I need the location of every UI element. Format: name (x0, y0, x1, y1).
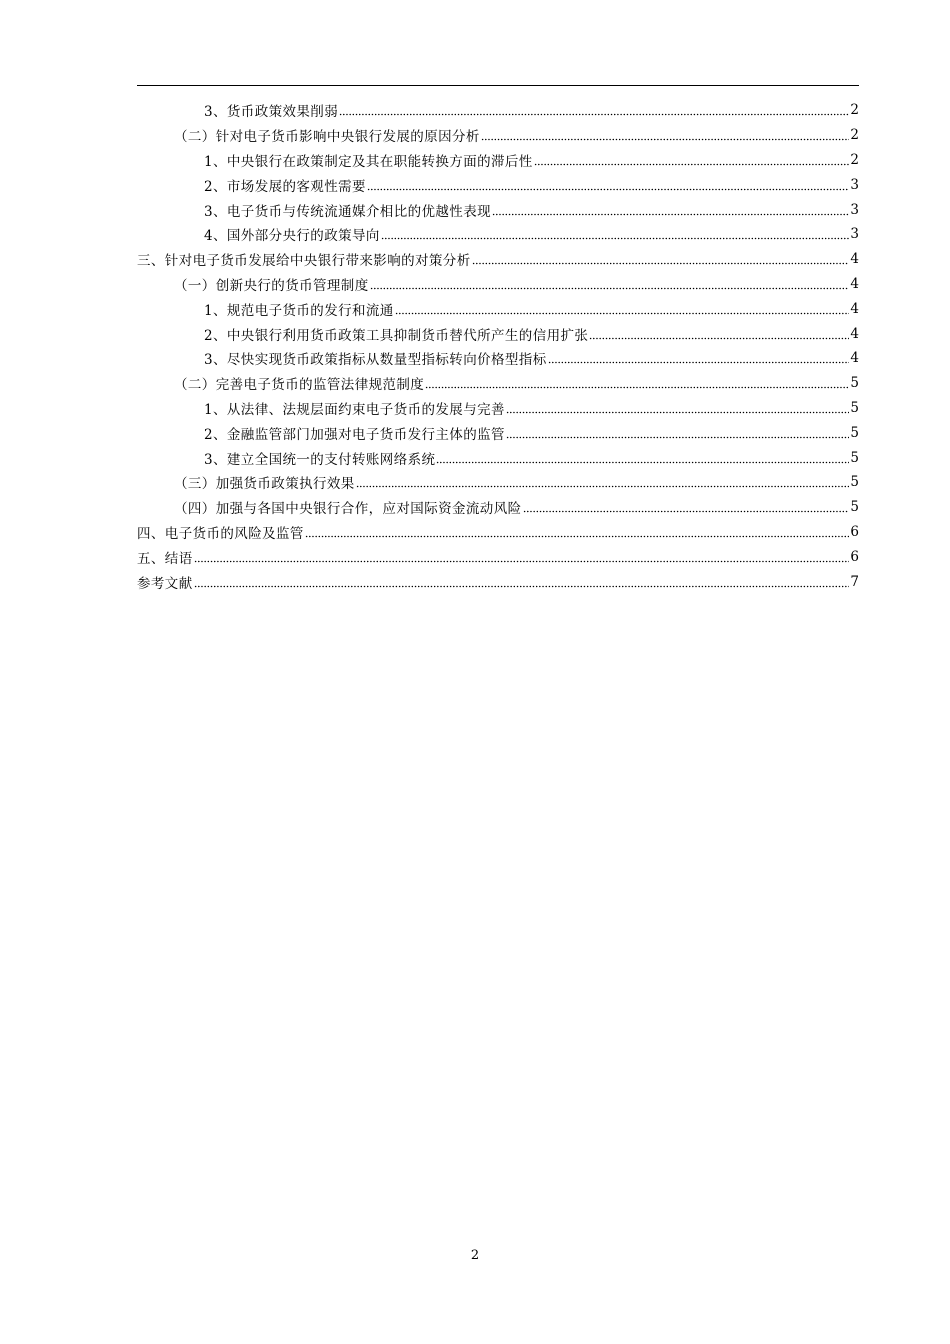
toc-dot-leader (506, 405, 850, 417)
table-of-contents (137, 98, 859, 594)
toc-entry[interactable] (137, 98, 859, 123)
toc-entry-title: 1、从法律、法规层面约束电子货币的发展与完善 (204, 401, 505, 418)
toc-entry[interactable] (137, 371, 859, 396)
page-number: 2 (470, 1248, 480, 1263)
toc-entry[interactable] (137, 346, 859, 371)
toc-entry-page: 4 (850, 251, 859, 268)
toc-entry[interactable] (137, 172, 859, 197)
toc-dot-leader (534, 157, 850, 169)
toc-entry-page: 2 (850, 151, 859, 168)
toc-dot-leader (194, 579, 850, 591)
toc-entry-title: 参考文献 (137, 575, 193, 592)
toc-entry-page: 3 (850, 176, 859, 193)
toc-entry-title: 1、规范电子货币的发行和流通 (204, 302, 394, 319)
toc-entry-title: 五、结语 (137, 550, 193, 567)
toc-entry-title: 3、货币政策效果削弱 (204, 104, 339, 121)
toc-entry-title: 3、建立全国统一的支付转账网络系统 (204, 451, 436, 468)
toc-entry[interactable] (137, 222, 859, 247)
toc-entry-title: 1、中央银行在政策制定及其在职能转换方面的滞后性 (204, 153, 533, 170)
toc-dot-leader (367, 182, 850, 194)
toc-entry-page: 7 (850, 573, 859, 590)
toc-entry-title: 3、尽快实现货币政策指标从数量型指标转向价格型指标 (204, 352, 547, 369)
toc-entry-page: 3 (850, 226, 859, 243)
toc-dot-leader (425, 380, 849, 392)
toc-dot-leader (481, 132, 850, 144)
toc-entry-page: 3 (850, 201, 859, 218)
toc-entry-page: 4 (850, 350, 859, 367)
toc-entry-page: 2 (850, 127, 859, 144)
toc-dot-leader (436, 455, 849, 467)
toc-entry-title: 4、国外部分央行的政策导向 (204, 228, 380, 245)
toc-entry-title: （二）完善电子货币的监管法律规范制度 (174, 377, 425, 394)
toc-dot-leader (395, 306, 850, 318)
toc-entry-page: 5 (850, 375, 859, 392)
toc-dot-leader (506, 430, 850, 442)
header-rule (137, 85, 859, 86)
toc-entry[interactable] (137, 544, 859, 569)
toc-entry[interactable] (137, 321, 859, 346)
toc-entry[interactable] (137, 569, 859, 594)
toc-entry-title: （三）加强货币政策执行效果 (174, 476, 355, 493)
toc-dot-leader (305, 529, 850, 541)
toc-dot-leader (472, 256, 850, 268)
toc-entry[interactable] (137, 296, 859, 321)
toc-entry-title: 2、中央银行利用货币政策工具抑制货币替代所产生的信用扩张 (204, 327, 589, 344)
toc-entry[interactable] (137, 445, 859, 470)
toc-entry-page: 5 (850, 499, 859, 516)
toc-entry[interactable] (137, 247, 859, 272)
toc-entry-title: 四、电子货币的风险及监管 (137, 525, 304, 542)
toc-entry[interactable] (137, 272, 859, 297)
toc-dot-leader (356, 479, 850, 491)
toc-entry-title: 2、市场发展的客观性需要 (204, 178, 366, 195)
toc-entry[interactable] (137, 420, 859, 445)
toc-dot-leader (370, 281, 850, 293)
toc-entry-title: （四）加强与各国中央银行合作，应对国际资金流动风险 (174, 501, 522, 518)
toc-dot-leader (523, 504, 850, 516)
toc-dot-leader (589, 331, 849, 343)
toc-dot-leader (492, 207, 849, 219)
toc-entry[interactable] (137, 396, 859, 421)
toc-entry[interactable] (137, 197, 859, 222)
toc-dot-leader (339, 107, 849, 119)
toc-entry[interactable] (137, 495, 859, 520)
toc-entry[interactable] (137, 148, 859, 173)
toc-entry-page: 4 (850, 275, 859, 292)
toc-entry-title: （二）针对电子货币影响中央银行发展的原因分析 (174, 129, 480, 146)
toc-entry-page: 5 (850, 449, 859, 466)
toc-dot-leader (381, 231, 850, 243)
toc-entry-title: 三、针对电子货币发展给中央银行带来影响的对策分析 (137, 253, 471, 270)
toc-entry-title: （一）创新央行的货币管理制度 (174, 277, 369, 294)
toc-entry-page: 2 (850, 102, 859, 119)
toc-entry-page: 5 (850, 424, 859, 441)
toc-entry-title: 2、金融监管部门加强对电子货币发行主体的监管 (204, 426, 505, 443)
toc-entry[interactable] (137, 470, 859, 495)
toc-entry-page: 4 (850, 300, 859, 317)
toc-dot-leader (194, 554, 850, 566)
toc-entry-page: 6 (850, 523, 859, 540)
toc-entry-page: 5 (850, 399, 859, 416)
toc-entry[interactable] (137, 520, 859, 545)
toc-entry[interactable] (137, 123, 859, 148)
toc-entry-title: 3、电子货币与传统流通媒介相比的优越性表现 (204, 203, 491, 220)
toc-dot-leader (548, 355, 850, 367)
toc-entry-page: 4 (850, 325, 859, 342)
toc-entry-page: 5 (850, 474, 859, 491)
toc-entry-page: 6 (850, 548, 859, 565)
